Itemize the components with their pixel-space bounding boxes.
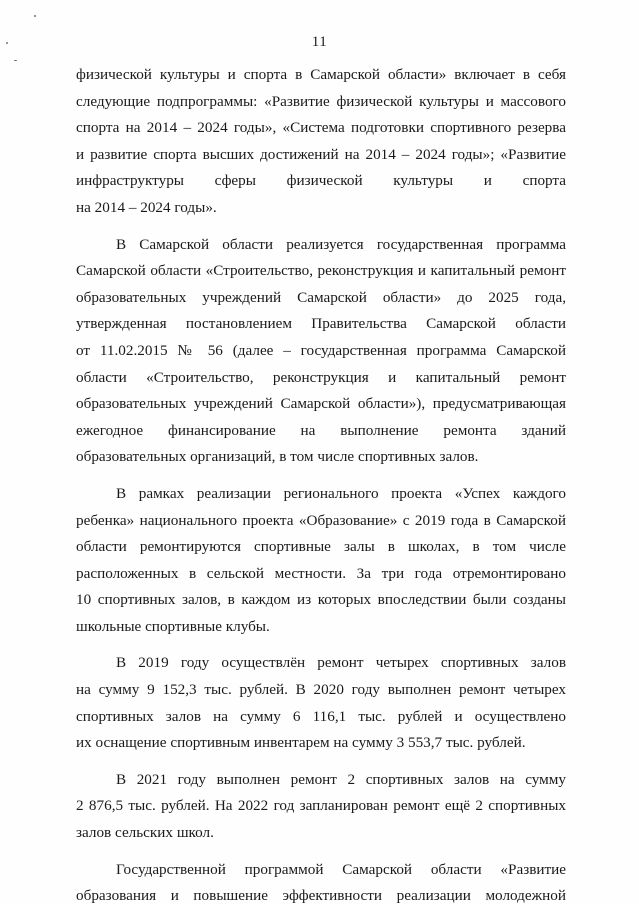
paragraph bbox=[76, 481, 566, 641]
text-line: на 2014 – 2024 годы». bbox=[76, 198, 217, 216]
text-line: школьные спортивные клубы. bbox=[76, 617, 270, 635]
document-body bbox=[76, 62, 566, 910]
text-line: спортивных залов на сумму 6 116,1 тыс. рублей и осуществлено bbox=[76, 707, 566, 725]
text-line: образовательных учреждений Самарской области» до 2025 года, bbox=[76, 288, 566, 306]
paragraph bbox=[76, 857, 566, 910]
paragraph-gap bbox=[76, 222, 566, 232]
text-line: спорта на 2014 – 2024 годы», «Система подготовки спортивного резерва bbox=[76, 119, 566, 137]
text-line: ежегодное финансирование на выполнение ремонта зданий bbox=[76, 421, 566, 439]
text-line: Государственной программой Самарской области «Развитие bbox=[116, 860, 566, 878]
paragraph bbox=[76, 767, 566, 847]
text-line: инфраструктуры сферы физической культуры и спорта bbox=[76, 172, 566, 190]
text-line: и развитие спорта высших достижений на 2014 – 2024 годы»; «Развитие bbox=[76, 145, 566, 163]
text-line: области «Строительство, реконструкция и капитальный ремонт bbox=[76, 368, 566, 386]
scan-speck bbox=[34, 15, 36, 17]
text-line: от 11.02.2015 № 56 (далее – государственная программа Самарской bbox=[76, 341, 566, 359]
text-line: 10 спортивных залов, в каждом из которых впоследствии были созданы bbox=[76, 591, 566, 609]
text-line: следующие подпрограммы: «Развитие физической культуры и массового bbox=[76, 92, 566, 110]
paragraph bbox=[76, 232, 566, 471]
text-line: В рамках реализации регионального проекта «Успех каждого bbox=[116, 484, 566, 502]
paragraph-gap bbox=[76, 847, 566, 857]
text-line: образования и повышение эффективности реализации молодежной bbox=[76, 887, 566, 905]
text-line: В Самарской области реализуется государственная программа bbox=[116, 235, 566, 253]
text-line: В 2019 году осуществлён ремонт четырех спортивных залов bbox=[116, 654, 566, 672]
text-line: области ремонтируются спортивные залы в школах, в том числе bbox=[76, 538, 566, 556]
text-line: расположенных в сельской местности. За три года отремонтировано bbox=[76, 564, 566, 582]
scan-speck bbox=[14, 60, 17, 61]
text-line: образовательных учреждений Самарской области»), предусматривающая bbox=[76, 395, 566, 413]
text-line: залов сельских школ. bbox=[76, 824, 214, 842]
paragraph-gap bbox=[76, 471, 566, 481]
paragraph-gap bbox=[76, 640, 566, 650]
paragraph bbox=[76, 650, 566, 756]
paragraph bbox=[76, 62, 566, 222]
text-line: физической культуры и спорта в Самарской области» включает в себя bbox=[76, 66, 566, 83]
text-line: 2 876,5 тыс. рублей. На 2022 год запланирован ремонт ещё 2 спортивных bbox=[76, 797, 566, 815]
text-line: на сумму 9 152,3 тыс. рублей. В 2020 году выполнен ремонт четырех bbox=[76, 681, 566, 699]
text-line: образовательных организаций, в том числе спортивных залов. bbox=[76, 448, 479, 466]
page-number: 11 bbox=[311, 34, 328, 50]
text-line: В 2021 году выполнен ремонт 2 спортивных залов на сумму bbox=[116, 770, 566, 788]
paragraph-gap bbox=[76, 757, 566, 767]
text-line: их оснащение спортивным инвентарем на сумму 3 553,7 тыс. рублей. bbox=[76, 734, 526, 752]
text-line: ребенка» национального проекта «Образование» с 2019 года в Самарской bbox=[76, 511, 566, 529]
text-line: утвержденная постановлением Правительства Самарской области bbox=[76, 315, 566, 333]
text-line: Самарской области «Строительство, реконструкция и капитальный ремонт bbox=[76, 262, 566, 280]
